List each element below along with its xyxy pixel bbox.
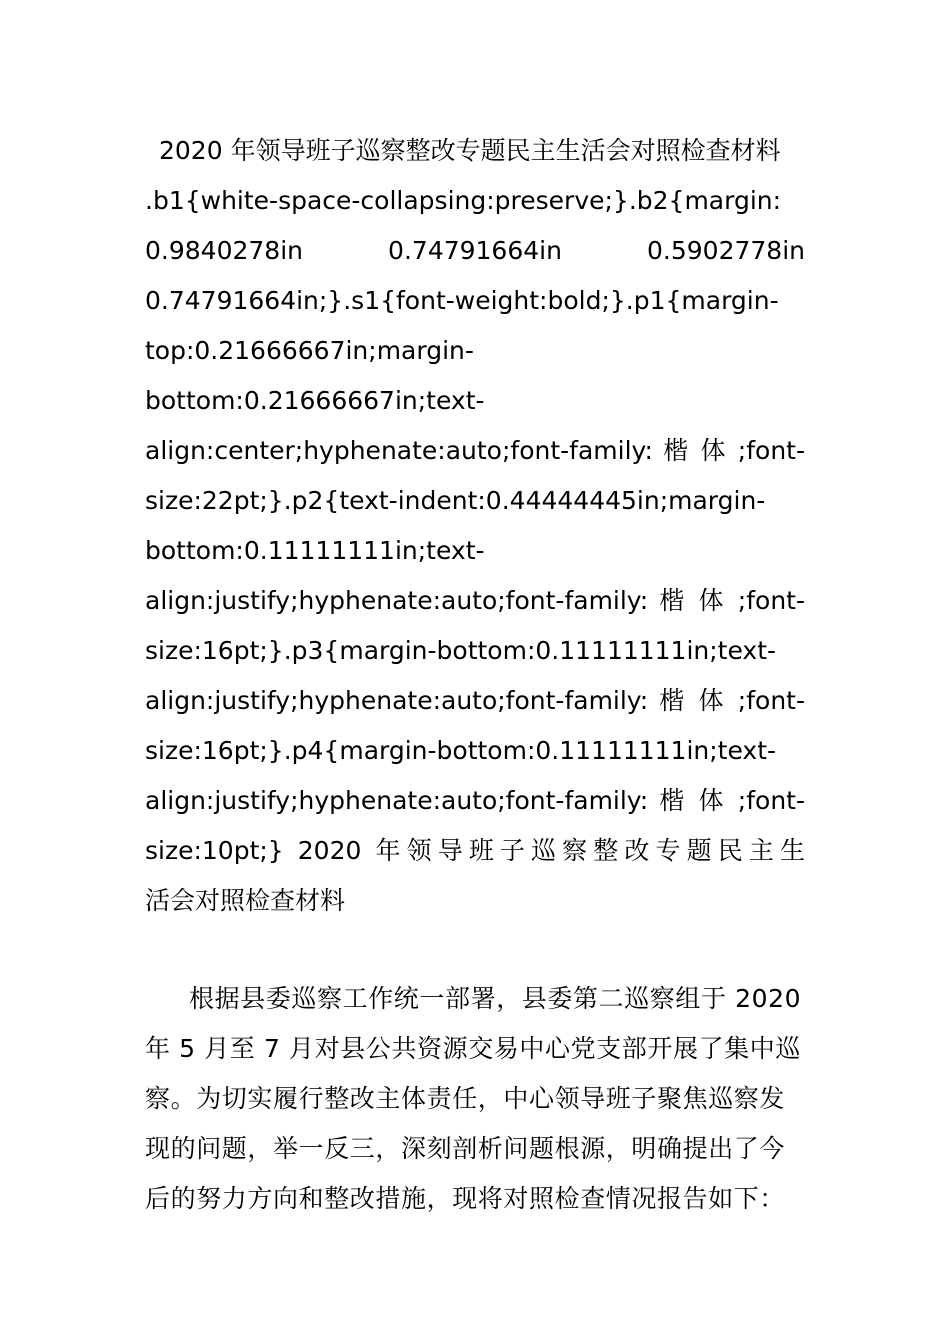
style-code-line: bottom:0.21666667in;text- xyxy=(145,386,485,415)
paragraph-line: 年 5 月至 7 月对县公共资源交易中心党支部开展了集中巡 xyxy=(145,1034,802,1063)
document-title-line: 2020 年领导班子巡察整改专题民主生活会对照检查材料 xyxy=(159,136,781,165)
style-code-line: top:0.21666667in;margin- xyxy=(145,336,474,365)
style-code-line: size:22pt;}.p2{text-indent:0.44444445in;margin- xyxy=(145,486,766,515)
style-code-line: size:16pt;}.p3{margin-bottom:0.11111111in;text- xyxy=(145,636,777,665)
paragraph-line: 根据县委巡察工作统一部署，县委第二巡察组于 2020 xyxy=(189,984,802,1013)
paragraph-line: 现的问题，举一反三，深刻剖析问题根源，明确提出了今 xyxy=(145,1134,786,1163)
style-code-line: align:center;hyphenate:auto;font-family: 楷 体 ;font- xyxy=(145,436,805,465)
style-code-line: align:justify;hyphenate:auto;font-family: 楷 体 ;font- xyxy=(145,586,805,615)
style-code-line: 0.74791664in;}.s1{font-weight:bold;}.p1{margin- xyxy=(145,286,779,315)
style-code-line: bottom:0.11111111in;text- xyxy=(145,536,485,565)
paragraph-line: 后的努力方向和整改措施，现将对照检查情况报告如下： xyxy=(145,1184,786,1213)
document-page xyxy=(145,126,805,1224)
paragraph-line: 察。为切实履行整改主体责任，中心领导班子聚焦巡察发 xyxy=(145,1084,786,1113)
document-title-continuation: 活会对照检查材料 xyxy=(145,886,346,915)
style-code-line: align:justify;hyphenate:auto;font-family: 楷 体 ;font- xyxy=(145,786,805,815)
paragraph-gap xyxy=(145,926,805,974)
style-code-line: align:justify;hyphenate:auto;font-family: 楷 体 ;font- xyxy=(145,686,805,715)
style-code-line: 0.9840278in 0.74791664in 0.5902778in xyxy=(145,236,805,265)
style-code-line: size:10pt;} 2020 年领导班子巡察整改专题民主生 xyxy=(145,836,805,865)
intro-paragraph xyxy=(145,974,805,1224)
style-code-line: size:16pt;}.p4{margin-bottom:0.11111111in;text- xyxy=(145,736,777,765)
style-code-line: .b1{white-space-collapsing:preserve;}.b2{margin: xyxy=(145,186,782,215)
